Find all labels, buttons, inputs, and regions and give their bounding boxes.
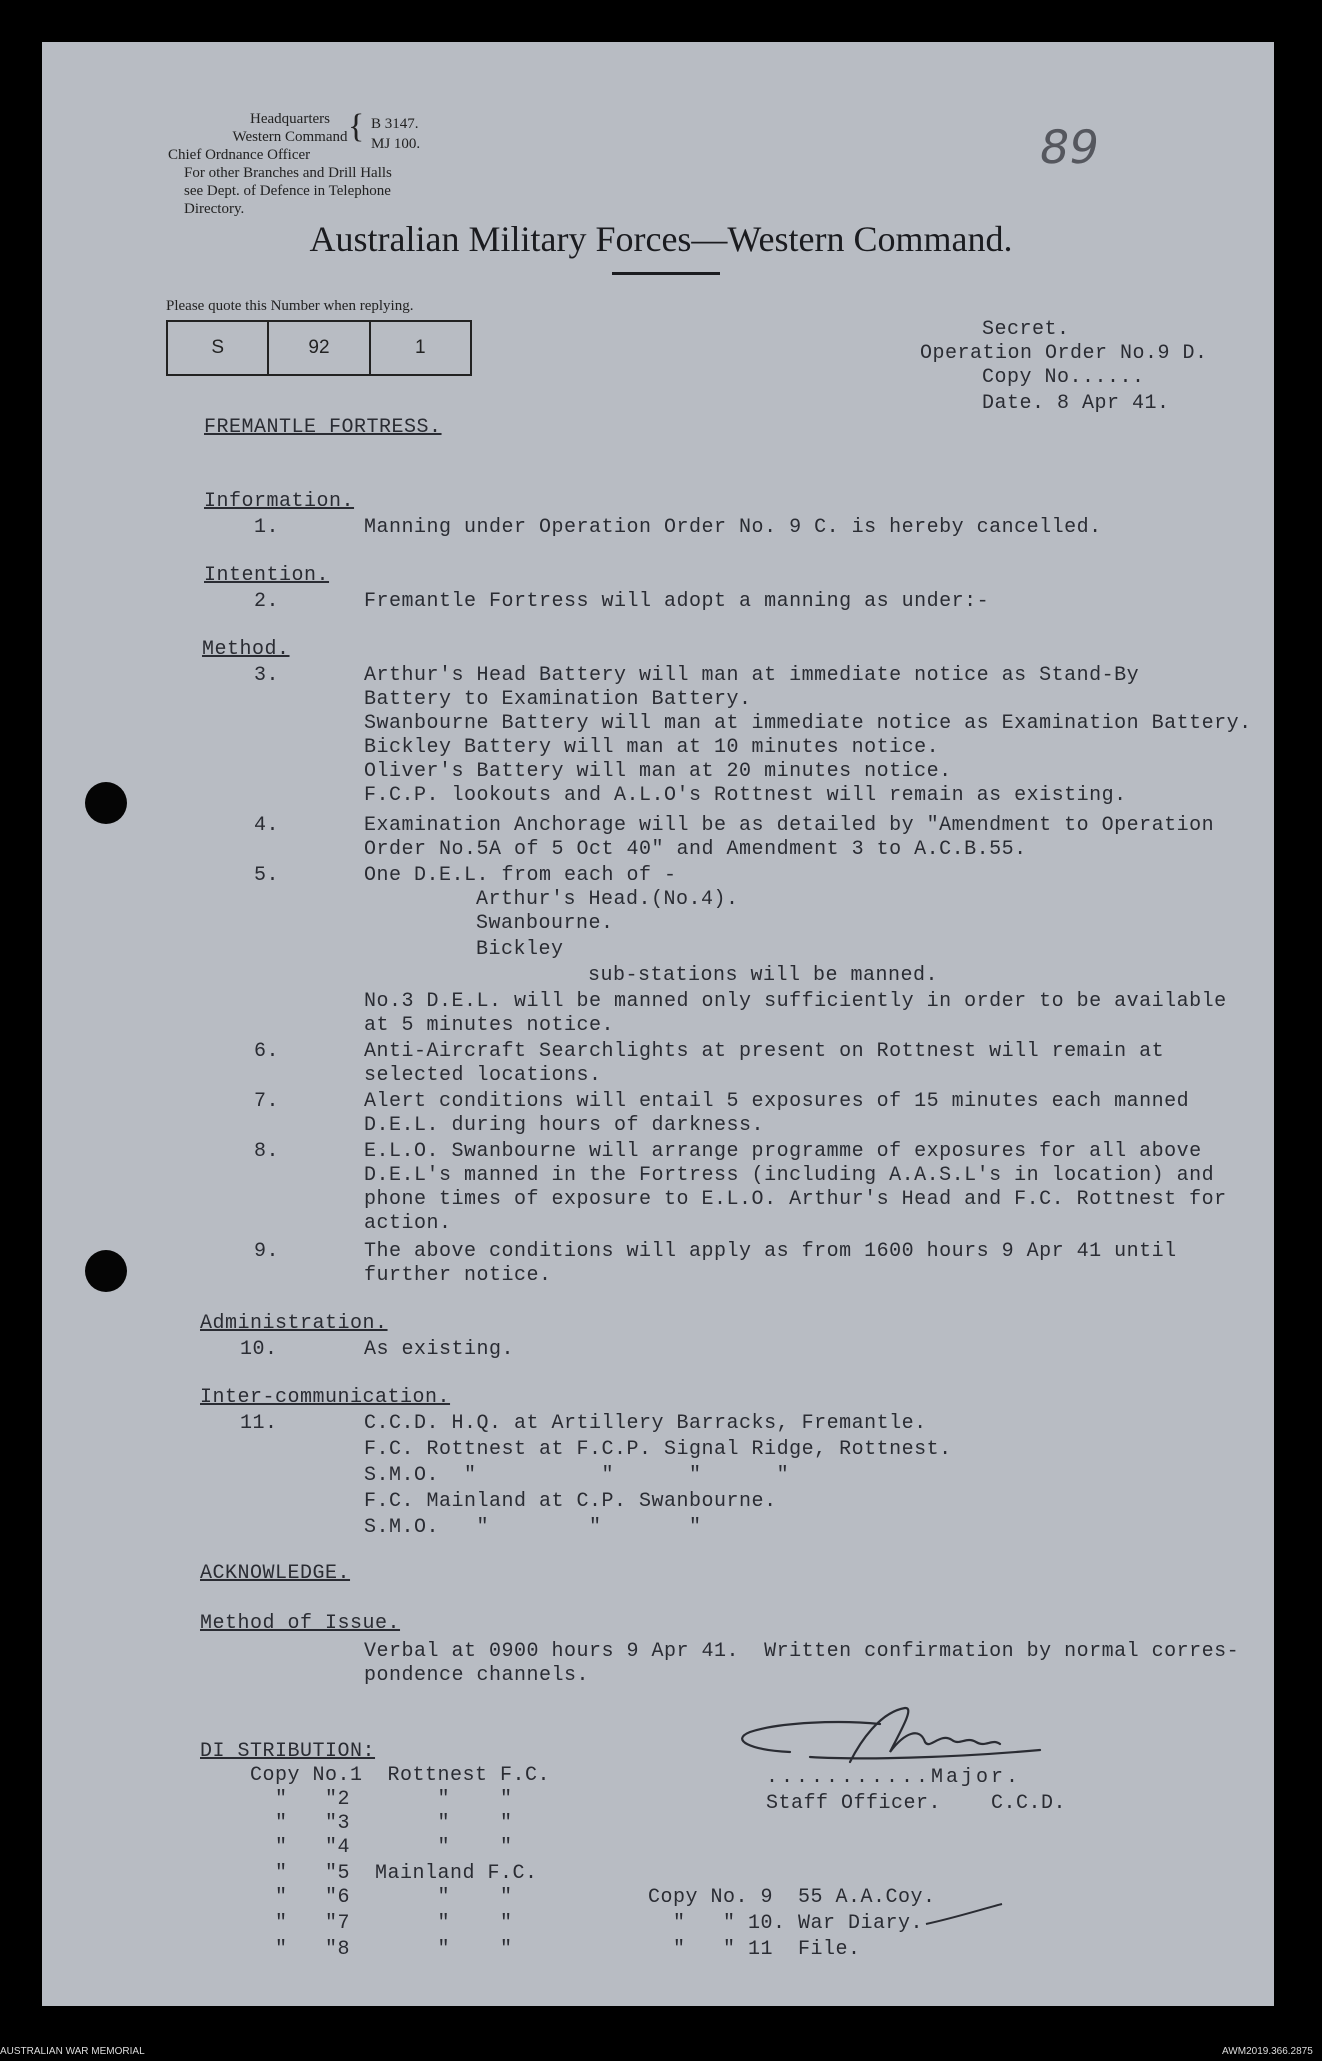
paragraph-number: 5.	[254, 864, 280, 887]
classification-secret: Secret.	[982, 318, 1070, 341]
code-line: MJ 100.	[371, 136, 421, 152]
reference-cell: 92	[267, 322, 368, 374]
paragraph-text: Battery to Examination Battery.	[364, 688, 752, 711]
paragraph-text: sub-stations will be manned.	[588, 964, 939, 987]
paragraph-text: action.	[364, 1212, 452, 1235]
letterhead-line: Chief Ordnance Officer	[168, 147, 311, 163]
paragraph-text: The above conditions will apply as from 1600 hours 9 Apr 41 until	[364, 1240, 1177, 1263]
paragraph-text: Arthur's Head Battery will man at immediate notice as Stand-By	[364, 664, 1140, 687]
section-heading: Inter-communication.	[200, 1386, 451, 1409]
paragraph-number: 4.	[254, 814, 280, 837]
handwritten-page-number: 89	[1035, 120, 1104, 174]
acknowledge-heading: ACKNOWLEDGE.	[200, 1562, 351, 1585]
paragraph-number: 1.	[254, 516, 280, 539]
footer-accession-number: AWM2019.366.2875	[1222, 2046, 1313, 2057]
distribution-row: " " 10. War Diary.	[648, 1912, 924, 1935]
paragraph-text: F.C.P. lookouts and A.L.O's Rottnest will remain as existing.	[364, 784, 1127, 807]
letterhead-line: Directory.	[184, 201, 245, 217]
letterhead-codes	[357, 114, 420, 154]
paragraph-text: Swanbourne Battery will man at immediate notice as Examination Battery.	[364, 712, 1252, 735]
paragraph-number: 9.	[254, 1240, 280, 1263]
section-heading: Information.	[204, 490, 355, 513]
paragraph-text: Arthur's Head.(No.4).	[476, 888, 739, 911]
punch-hole	[85, 782, 127, 824]
letterhead-line: Western Command	[232, 129, 348, 145]
paragraph-text: further notice.	[364, 1264, 552, 1287]
paragraph-text: S.M.O. " " " "	[364, 1464, 790, 1487]
subject-heading: FREMANTLE FORTRESS.	[204, 416, 442, 439]
distribution-row: Copy No. 9 55 A.A.Coy.	[648, 1886, 936, 1909]
pen-tick-mark	[924, 1900, 1004, 1930]
paragraph-text: F.C. Rottnest at F.C.P. Signal Ridge, Rottnest.	[364, 1438, 952, 1461]
paragraph-number: 8.	[254, 1140, 280, 1163]
paragraph-text: Anti-Aircraft Searchlights at present on Rottnest will remain at	[364, 1040, 1165, 1063]
letterhead-line: For other Branches and Drill Halls	[184, 165, 392, 181]
paragraph-number: 3.	[254, 664, 280, 687]
section-heading: Method of Issue.	[200, 1612, 401, 1635]
brace: {	[348, 108, 365, 145]
section-heading: Method.	[202, 638, 290, 661]
distribution-row: " "5 Mainland F.C.	[250, 1862, 538, 1885]
paragraph-text: selected locations.	[364, 1064, 602, 1087]
document-date: Date. 8 Apr 41.	[982, 392, 1170, 415]
paragraph-text: One D.E.L. from each of -	[364, 864, 677, 887]
paragraph-text: Oliver's Battery will man at 20 minutes notice.	[364, 760, 952, 783]
paragraph-text: Fremantle Fortress will adopt a manning as under:-	[364, 590, 990, 613]
paragraph-text: at 5 minutes notice.	[364, 1014, 615, 1037]
reference-box	[166, 320, 472, 376]
distribution-row: " "7 " "	[250, 1912, 513, 1935]
letterhead-line: Headquarters	[250, 111, 330, 127]
reference-label: Please quote this Number when replying.	[166, 298, 414, 314]
section-heading: Intention.	[204, 564, 330, 587]
paragraph-text: As existing.	[364, 1338, 515, 1361]
code-line: B 3147.	[371, 116, 419, 132]
distribution-row: " "2 " "	[250, 1788, 513, 1811]
punch-hole	[85, 1250, 127, 1292]
paragraph-text: phone times of exposure to E.L.O. Arthur's Head and F.C. Rottnest for	[364, 1188, 1227, 1211]
paragraph-number: 6.	[254, 1040, 280, 1063]
paragraph-text: Bickley Battery will man at 10 minutes notice.	[364, 736, 940, 759]
section-heading: Administration.	[200, 1312, 388, 1335]
title-rule	[612, 272, 720, 275]
paragraph-text: D.E.L. during hours of darkness.	[364, 1114, 765, 1137]
distribution-row: " "4 " "	[250, 1836, 513, 1859]
signature-rank: ...........Major.	[766, 1766, 1022, 1789]
signature-title: Staff Officer. C.C.D.	[766, 1792, 1067, 1815]
distribution-row: " " 11 File.	[648, 1938, 861, 1961]
paragraph-text: E.L.O. Swanbourne will arrange programme of exposures for all above	[364, 1140, 1202, 1163]
reference-cell: S	[211, 337, 224, 358]
paragraph-number: 11.	[240, 1412, 278, 1435]
paragraph-text: Manning under Operation Order No. 9 C. is hereby cancelled.	[364, 516, 1102, 539]
copy-number: Copy No......	[982, 366, 1145, 389]
paragraph-number: 7.	[254, 1090, 280, 1113]
paragraph-text: Alert conditions will entail 5 exposures of 15 minutes each manned	[364, 1090, 1190, 1113]
footer-archive-name: AUSTRALIAN WAR MEMORIAL	[0, 2046, 145, 2057]
paragraph-text: Order No.5A of 5 Oct 40" and Amendment 3 to A.C.B.55.	[364, 838, 1027, 861]
paragraph-text: C.C.D. H.Q. at Artillery Barracks, Fremantle.	[364, 1412, 927, 1435]
letterhead-line: see Dept. of Defence in Telephone	[184, 183, 391, 199]
distribution-row: " "8 " "	[250, 1938, 513, 1961]
paragraph-text: Swanbourne.	[476, 912, 614, 935]
paragraph-number: 2.	[254, 590, 280, 613]
distribution-row: " "3 " "	[250, 1812, 513, 1835]
operation-order-number: Operation Order No.9 D.	[920, 342, 1208, 365]
paragraph-text: No.3 D.E.L. will be manned only sufficiently in order to be available	[364, 990, 1227, 1013]
paragraph-text: D.E.L's manned in the Fortress (including A.A.S.L's in location) and	[364, 1164, 1215, 1187]
paragraph-text: F.C. Mainland at C.P. Swanbourne.	[364, 1490, 777, 1513]
paragraph-number: 10.	[240, 1338, 278, 1361]
paragraph-text: Bickley	[476, 938, 564, 961]
page-title: Australian Military Forces—Western Command.	[309, 219, 1013, 259]
distribution-row: " "6 " "	[250, 1886, 513, 1909]
paragraph-text: Verbal at 0900 hours 9 Apr 41. Written confirmation by normal corres-	[364, 1640, 1240, 1663]
distribution-heading: DI STRIBUTION:	[200, 1740, 376, 1763]
paragraph-text: S.M.O. " " "	[364, 1516, 702, 1539]
paragraph-text: Examination Anchorage will be as detailed by "Amendment to Operation	[364, 814, 1215, 837]
paragraph-text: pondence channels.	[364, 1664, 590, 1687]
distribution-row: Copy No.1 Rottnest F.C.	[250, 1764, 551, 1787]
reference-cell: 1	[369, 322, 470, 374]
